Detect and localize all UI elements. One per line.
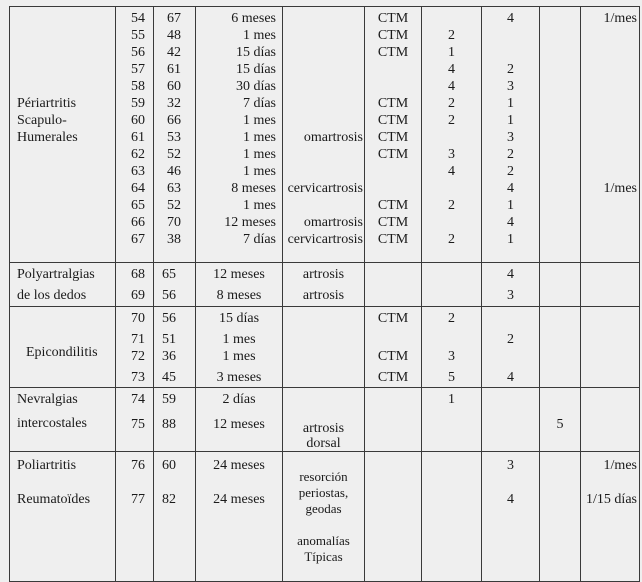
table-group	[10, 7, 640, 263]
case-number: 55	[131, 28, 145, 43]
age-value: 52	[167, 198, 181, 213]
case-number: 63	[131, 164, 145, 179]
duration-value: 1 mes	[242, 130, 276, 145]
col8-value: 4	[507, 492, 514, 507]
radiology-value	[283, 163, 363, 180]
col7-value	[422, 129, 481, 146]
diagnosis-line: de los dedos	[17, 288, 87, 303]
duration-value: 15 días	[235, 45, 276, 60]
frequency-cell	[581, 263, 640, 307]
frequency-value: 1/mes	[603, 458, 637, 473]
col7-value: 2	[448, 28, 455, 43]
diagnosis-line: Nevralgias	[17, 392, 78, 407]
col8-value	[482, 27, 539, 44]
treatment-value	[365, 331, 421, 348]
age-cell	[154, 7, 196, 263]
duration-value: 24 meses	[213, 492, 265, 507]
radiology-cell	[283, 7, 365, 263]
case-number: 76	[131, 458, 145, 473]
col8-value: 3	[507, 79, 514, 94]
frequency-cell	[581, 388, 640, 452]
age-value: 60	[167, 79, 181, 94]
frequency-cell	[581, 7, 640, 263]
treatment-value: CTM	[377, 215, 409, 230]
duration-cell	[196, 388, 283, 452]
radiology-value	[283, 146, 363, 163]
age-value: 60	[162, 458, 176, 473]
treatment-value: CTM	[377, 311, 409, 326]
col7-value	[422, 10, 481, 27]
age-value: 51	[162, 332, 176, 347]
frequency-value	[581, 163, 637, 180]
radiology-value: anomalías Típicas	[297, 533, 350, 564]
diagnosis-line: Humerales	[17, 130, 78, 145]
col8-value: 1	[507, 113, 514, 128]
radiology-value: artrosis	[302, 288, 345, 303]
diagnosis-line	[17, 474, 115, 491]
case-number: 69	[131, 288, 145, 303]
duration-value: 8 meses	[231, 181, 276, 196]
diagnosis-line	[17, 408, 115, 415]
treatment-value: CTM	[377, 28, 409, 43]
duration-cell	[196, 452, 283, 582]
age-value: 63	[167, 181, 181, 196]
col8-value: 2	[507, 164, 514, 179]
treatment-value: CTM	[377, 130, 409, 145]
clinical-cases-table	[9, 6, 640, 582]
col7-value	[422, 214, 481, 231]
age-value: 61	[167, 62, 181, 77]
diagnosis-line	[26, 327, 115, 344]
case-number: 67	[131, 232, 145, 247]
col7-value: 1	[448, 45, 455, 60]
frequency-value	[581, 146, 637, 163]
col8-value: 4	[507, 11, 514, 26]
age-value: 56	[162, 288, 176, 303]
table-group	[10, 452, 640, 582]
radiology-value: omartrosis	[303, 130, 363, 145]
col9-cell	[540, 452, 581, 582]
number-cell	[116, 307, 154, 388]
treatment-value: CTM	[377, 147, 409, 162]
case-number: 54	[131, 11, 145, 26]
age-value: 48	[167, 28, 181, 43]
duration-value: 8 meses	[216, 288, 262, 303]
frequency-value	[581, 129, 637, 146]
treatment-value: CTM	[377, 96, 409, 111]
col9-cell	[540, 7, 581, 263]
treatment-value: CTM	[377, 45, 409, 60]
col8-value: 3	[507, 288, 514, 303]
radiology-value	[283, 10, 363, 27]
frequency-value: 1/mes	[603, 11, 637, 26]
radiology-value: omartrosis	[303, 215, 363, 230]
diagnosis-line	[26, 310, 115, 327]
case-number: 64	[131, 181, 145, 196]
col7-cell	[422, 388, 482, 452]
radiology-cell	[283, 307, 365, 388]
radiology-value: cervicartrosis	[287, 232, 363, 247]
col7-value: 2	[448, 198, 455, 213]
treatment-cell	[365, 263, 422, 307]
treatment-value	[365, 78, 421, 95]
diagnosis-line	[17, 44, 115, 61]
col7-value: 2	[448, 113, 455, 128]
radiology-cell	[283, 263, 365, 307]
case-number: 73	[131, 370, 145, 385]
case-number: 74	[131, 392, 145, 407]
treatment-cell	[365, 7, 422, 263]
diagnosis-line	[17, 78, 115, 95]
duration-value: 1 mes	[242, 198, 276, 213]
radiology-value	[283, 197, 363, 214]
col8-value: 4	[507, 181, 514, 196]
duration-value: 30 días	[235, 79, 276, 94]
col9-value	[540, 10, 580, 27]
col8-value: 4	[507, 370, 514, 385]
radiology-value	[283, 112, 363, 129]
diagnosis-line: Polyartralgias	[17, 267, 95, 282]
treatment-value: CTM	[377, 113, 409, 128]
duration-value: 1 mes	[242, 147, 276, 162]
col8-cell	[482, 307, 540, 388]
frequency-value	[581, 95, 637, 112]
duration-value: 15 días	[218, 311, 260, 326]
treatment-value: CTM	[377, 198, 409, 213]
col8-value	[482, 44, 539, 61]
duration-value: 1 mes	[242, 164, 276, 179]
col7-value: 2	[448, 96, 455, 111]
frequency-value	[581, 61, 637, 78]
duration-value: 2 días	[222, 392, 256, 407]
frequency-value	[581, 44, 637, 61]
case-number: 71	[131, 332, 145, 347]
col7-value: 3	[448, 147, 455, 162]
col9-cell	[540, 307, 581, 388]
case-number: 58	[131, 79, 145, 94]
frequency-cell	[581, 307, 640, 388]
radiology-value	[283, 61, 363, 78]
case-number: 65	[131, 198, 145, 213]
diagnosis-cell	[10, 263, 116, 307]
radiology-value: cervicartrosis	[287, 181, 363, 196]
table-group	[10, 307, 640, 388]
age-value: 45	[162, 370, 176, 385]
age-value: 36	[162, 349, 176, 364]
age-value: 46	[167, 164, 181, 179]
diagnosis-line: Reumatoïdes	[17, 492, 91, 507]
radiology-value	[283, 95, 363, 112]
age-cell	[154, 452, 196, 582]
duration-value: 1 mes	[222, 349, 256, 364]
frequency-cell	[581, 452, 640, 582]
age-value: 82	[162, 492, 176, 507]
col7-value: 5	[448, 370, 455, 385]
age-cell	[154, 263, 196, 307]
diagnosis-line	[17, 61, 115, 78]
case-number: 57	[131, 62, 145, 77]
duration-cell	[196, 263, 283, 307]
treatment-cell	[365, 388, 422, 452]
diagnosis-line	[17, 10, 115, 27]
duration-value: 12 meses	[213, 417, 265, 432]
case-number: 61	[131, 130, 145, 145]
number-cell	[116, 452, 154, 582]
case-number: 72	[131, 349, 145, 364]
case-number: 77	[131, 492, 145, 507]
duration-value: 1 mes	[222, 332, 256, 347]
case-number: 60	[131, 113, 145, 128]
diagnosis-line: Poliartritis	[17, 458, 77, 473]
diagnosis-line: Scapulo-	[17, 113, 67, 128]
col9-value: 5	[556, 417, 564, 432]
case-number: 70	[131, 311, 145, 326]
radiology-value: artrosis	[302, 267, 345, 282]
col8-value: 3	[507, 458, 514, 473]
col7-cell	[422, 7, 482, 263]
col7-value	[422, 180, 481, 197]
frequency-value: 1/mes	[603, 181, 637, 196]
col7-cell	[422, 452, 482, 582]
col8-cell	[482, 452, 540, 582]
diagnosis-line	[17, 27, 115, 44]
treatment-value: CTM	[377, 11, 409, 26]
duration-value: 15 días	[235, 62, 276, 77]
col7-value: 4	[448, 164, 455, 179]
age-value: 59	[162, 392, 176, 407]
diagnosis-line: Epicondilitis	[26, 345, 98, 360]
age-value: 70	[167, 215, 181, 230]
col8-value: 2	[507, 332, 514, 347]
diagnosis-line: intercostales	[17, 416, 87, 431]
treatment-cell	[365, 452, 422, 582]
age-value: 42	[167, 45, 181, 60]
age-value: 65	[162, 267, 176, 282]
radiology-value	[283, 78, 363, 95]
col7-value: 2	[448, 311, 455, 326]
diagnosis-cell	[10, 307, 116, 388]
age-value: 38	[167, 232, 181, 247]
age-value: 88	[162, 417, 176, 432]
col8-value: 4	[507, 215, 514, 230]
col8-cell	[482, 7, 540, 263]
frequency-value	[581, 27, 637, 44]
treatment-value: CTM	[377, 232, 409, 247]
col8-value: 1	[507, 96, 514, 111]
radiology-value: resorción periostas, geodas	[298, 469, 349, 516]
treatment-value	[365, 163, 421, 180]
diagnosis-cell	[10, 7, 116, 263]
duration-value: 6 meses	[231, 11, 276, 26]
col7-value: 3	[448, 349, 455, 364]
col8-value: 2	[507, 147, 514, 162]
age-cell	[154, 388, 196, 452]
col8-value: 1	[507, 198, 514, 213]
col7-cell	[422, 307, 482, 388]
treatment-value: CTM	[377, 370, 409, 385]
col8-cell	[482, 388, 540, 452]
duration-value: 7 días	[242, 232, 276, 247]
radiology-value	[283, 44, 363, 61]
frequency-value	[581, 78, 637, 95]
number-cell	[116, 263, 154, 307]
treatment-value	[365, 61, 421, 78]
number-cell	[116, 388, 154, 452]
col7-value	[422, 331, 481, 348]
table-group	[10, 263, 640, 307]
age-value: 32	[167, 96, 181, 111]
radiology-cell	[283, 388, 365, 452]
age-value: 67	[167, 11, 181, 26]
col8-cell	[482, 263, 540, 307]
treatment-cell	[365, 307, 422, 388]
frequency-value: 1/15 días	[586, 492, 637, 507]
diagnosis-cell	[10, 388, 116, 452]
duration-value: 12 meses	[224, 215, 276, 230]
duration-value: 1 mes	[242, 113, 276, 128]
duration-cell	[196, 7, 283, 263]
age-value: 66	[167, 113, 181, 128]
age-cell	[154, 307, 196, 388]
case-number: 68	[131, 267, 145, 282]
frequency-value	[581, 112, 637, 129]
col8-value: 2	[507, 62, 514, 77]
col7-value: 1	[448, 392, 455, 407]
case-number: 75	[131, 417, 145, 432]
radiology-cell	[283, 452, 365, 582]
col7-value: 4	[448, 62, 455, 77]
age-value: 52	[167, 147, 181, 162]
col8-value	[482, 348, 539, 365]
diagnosis-line: Périartritis	[17, 96, 77, 111]
age-value: 56	[162, 311, 176, 326]
col7-cell	[422, 263, 482, 307]
col9-cell	[540, 263, 581, 307]
col9-cell	[540, 388, 581, 452]
case-number: 62	[131, 147, 145, 162]
col8-value: 1	[507, 232, 514, 247]
case-number: 66	[131, 215, 145, 230]
duration-value: 12 meses	[213, 267, 265, 282]
duration-value: 7 días	[242, 96, 276, 111]
duration-value: 1 mes	[242, 28, 276, 43]
treatment-value: CTM	[377, 349, 409, 364]
col7-value: 2	[448, 232, 455, 247]
duration-value: 24 meses	[213, 458, 265, 473]
col8-value	[482, 310, 539, 327]
case-number: 59	[131, 96, 145, 111]
diagnosis-cell	[10, 452, 116, 582]
case-number: 56	[131, 45, 145, 60]
age-value: 53	[167, 130, 181, 145]
radiology-value: artrosis dorsal	[302, 421, 345, 451]
duration-cell	[196, 307, 283, 388]
number-cell	[116, 7, 154, 263]
duration-value: 3 meses	[216, 370, 262, 385]
col8-value: 4	[507, 267, 514, 282]
col7-value: 4	[448, 79, 455, 94]
radiology-value	[283, 27, 363, 44]
col8-value: 3	[507, 130, 514, 145]
table-group	[10, 388, 640, 452]
treatment-value	[365, 180, 421, 197]
